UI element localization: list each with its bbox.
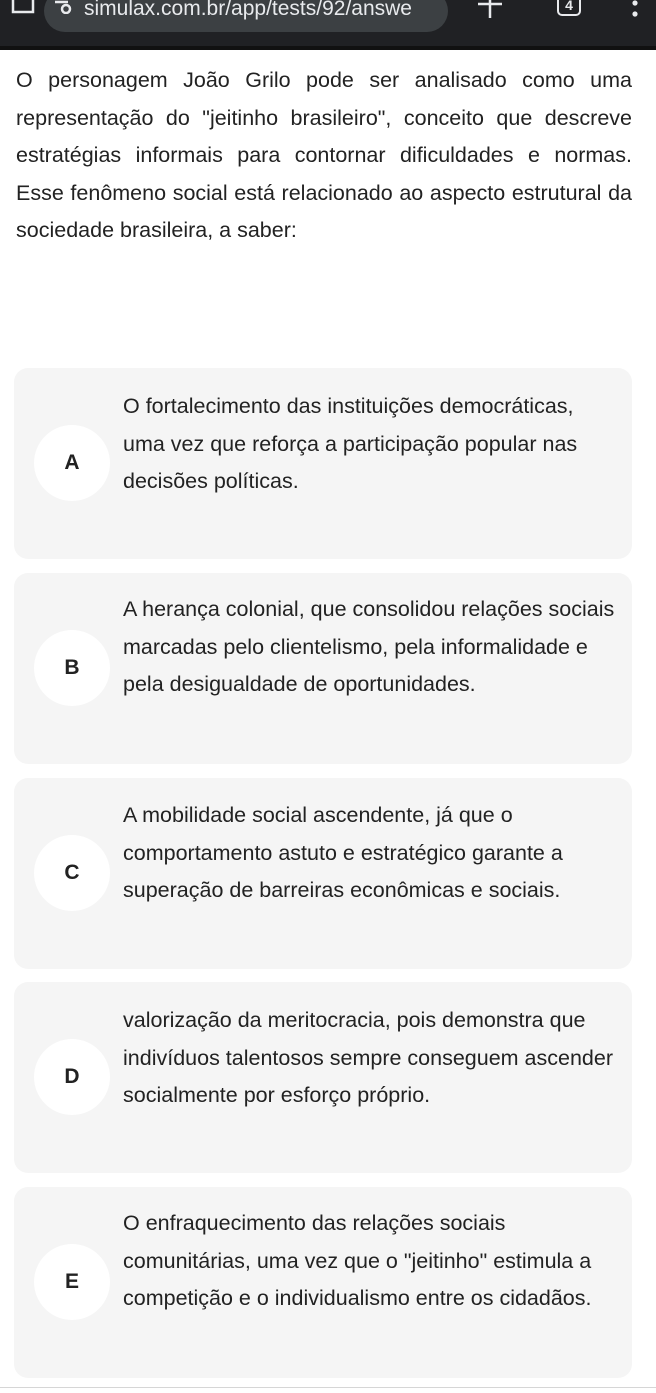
new-tab-icon[interactable]	[474, 0, 506, 20]
browser-toolbar	[0, 0, 656, 46]
home-icon[interactable]	[10, 0, 36, 14]
option-text: A mobilidade social ascendente, já que o comportamento astuto e estratégico garante a superação de barreiras econômicas e sociais.	[123, 803, 563, 902]
bottom-divider	[0, 1387, 656, 1388]
more-vert-icon[interactable]	[628, 0, 642, 22]
option-letter-badge: D	[34, 1039, 110, 1115]
option-letter-badge: B	[34, 630, 110, 706]
option-letter-badge: A	[34, 425, 110, 501]
option-letter-badge: C	[34, 835, 110, 911]
option-b[interactable]	[14, 573, 632, 764]
option-a[interactable]	[14, 368, 632, 559]
option-text: O fortalecimento das instituições democráticas, uma vez que reforça a participação popular nas decisões políticas.	[123, 394, 578, 493]
address-bar[interactable]	[44, 0, 448, 32]
tab-switcher-button[interactable]: 4	[557, 0, 581, 16]
url-text[interactable]: simulax.com.br/app/tests/92/answe	[84, 0, 412, 20]
option-text: O enfraquecimento das relações sociais comunitárias, uma vez que o "jeitinho" estimula a competição e o individualismo entre os cidadãos.	[123, 1211, 592, 1310]
option-e[interactable]	[14, 1187, 632, 1378]
option-letter-badge: E	[34, 1244, 110, 1320]
toolbar-divider	[0, 46, 656, 50]
tune-icon[interactable]	[54, 0, 76, 14]
option-d[interactable]	[14, 982, 632, 1173]
option-text: valorização da meritocracia, pois demonstra que indivíduos talentosos sempre conseguem ascender socialmente por esforço próprio.	[123, 1008, 614, 1107]
question-text: O personagem João Grilo pode ser analisado como uma representação do "jeitinho brasileiro", conceito que descreve estratégias informais para contornar dificuldades e normas. Esse fenômeno social está relacionado ao aspecto estrutural da sociedade brasileira, a saber:	[16, 68, 632, 242]
option-text: A herança colonial, que consolidou relações sociais marcadas pelo clientelismo, pela informalidade e pela desigualdade de oportunidades.	[123, 597, 615, 696]
option-c[interactable]	[14, 778, 632, 969]
